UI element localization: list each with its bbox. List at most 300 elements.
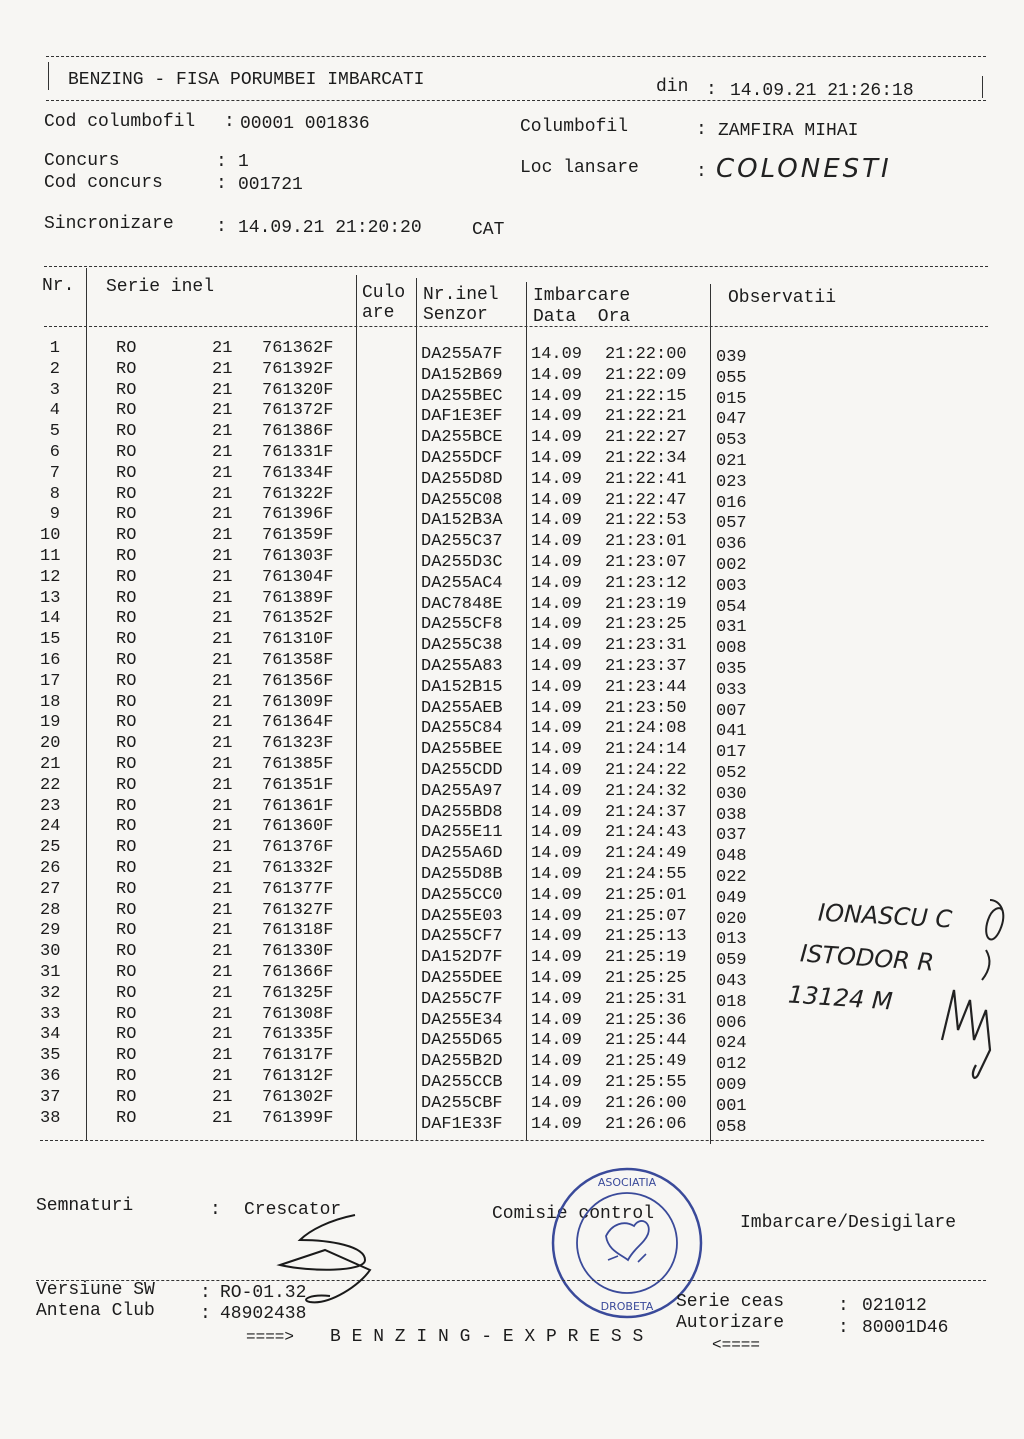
cell-obs: 053 [716, 431, 747, 451]
cell-data: 14.09 [531, 573, 583, 593]
cell-data: 14.09 [531, 781, 583, 801]
cell-nr: 30 [40, 942, 61, 962]
cell-data: 14.09 [531, 386, 583, 406]
cell-data: 14.09 [531, 657, 583, 676]
cell-tara: RO [116, 859, 137, 878]
loc-lansare-colon: : [696, 162, 707, 182]
cod-columbofil-value: 00001 001836 [240, 114, 370, 134]
cell-ora: 21:23:25 [605, 615, 687, 635]
cell-ora: 21:25:31 [605, 989, 687, 1009]
cell-nr: 21 [40, 755, 61, 774]
cell-nr: 16 [40, 651, 61, 670]
cell-obs: 023 [716, 472, 747, 492]
cell-data: 14.09 [531, 823, 583, 843]
cell-inel: 761351F [262, 775, 334, 795]
cell-tara: RO [116, 963, 137, 982]
cell-senzor: DAC7848E [421, 594, 503, 614]
cell-inel: 761356F [262, 671, 334, 691]
cell-tara: RO [116, 838, 137, 858]
cell-senzor: DA255D8B [421, 865, 503, 884]
cell-tara: RO [116, 380, 137, 400]
cell-obs: 048 [716, 847, 747, 867]
cell-ora: 21:22:00 [605, 345, 687, 364]
cell-senzor: DA255AC4 [421, 573, 503, 593]
cell-senzor: DA255C08 [421, 490, 503, 510]
din-value: 14.09.21 21:26:18 [730, 81, 914, 101]
concurs-value: 1 [238, 152, 249, 172]
cell-senzor: DA255BEC [421, 386, 503, 406]
cell-inel: 761399F [262, 1108, 334, 1128]
cell-tara: RO [116, 422, 137, 442]
cell-nr: 38 [40, 1108, 61, 1128]
cell-tara: RO [116, 609, 137, 629]
cell-obs: 039 [716, 348, 747, 367]
cell-obs: 013 [716, 930, 747, 950]
sincronizare-colon: : [216, 217, 227, 237]
cell-data: 14.09 [531, 677, 583, 697]
cell-an: 21 [212, 817, 233, 837]
cell-ora: 21:25:44 [605, 1031, 687, 1051]
cell-ora: 21:26:06 [605, 1114, 687, 1134]
semnaturi-colon: : [210, 1200, 221, 1220]
cell-an: 21 [212, 983, 233, 1003]
cell-data: 14.09 [531, 490, 583, 510]
antena-colon: : [200, 1304, 211, 1324]
cell-tara: RO [116, 713, 137, 733]
crescator-label: Crescator [244, 1200, 342, 1220]
versiune-label: Versiune SW [36, 1280, 155, 1300]
cell-obs: 057 [716, 514, 747, 534]
cell-ora: 21:24:14 [605, 740, 687, 760]
cell-inel: 761372F [262, 401, 334, 421]
cell-tara: RO [116, 567, 137, 587]
cell-an: 21 [212, 422, 233, 442]
cell-an: 21 [212, 443, 233, 462]
cell-an: 21 [212, 484, 233, 504]
serie-ceas-value: 021012 [862, 1296, 927, 1316]
cell-obs: 016 [716, 493, 747, 513]
cell-obs: 052 [716, 764, 747, 783]
cell-tara: RO [116, 588, 137, 608]
cell-tara: RO [116, 651, 137, 670]
cell-obs: 008 [716, 639, 747, 659]
cell-obs: 035 [716, 660, 747, 679]
cell-an: 21 [212, 505, 233, 525]
cell-senzor: DA152B15 [421, 677, 503, 697]
cell-senzor: DA255CCB [421, 1073, 503, 1092]
cell-nr: 32 [40, 983, 61, 1003]
cell-an: 21 [212, 1025, 233, 1045]
cell-data: 14.09 [531, 885, 583, 905]
table-top-rule [44, 266, 988, 267]
cell-inel: 761322F [262, 484, 334, 504]
col-sep-nr [86, 268, 87, 1140]
cell-senzor: DA152D7F [421, 948, 503, 968]
columbofil-colon: : [696, 120, 707, 140]
cell-an: 21 [212, 380, 233, 400]
footer-rule [36, 1280, 986, 1281]
col-header-culoare-1: Culo [362, 283, 406, 303]
cell-an: 21 [212, 567, 233, 587]
cell-an: 21 [212, 651, 233, 670]
cell-senzor: DA255CC0 [421, 885, 503, 905]
cell-an: 21 [212, 671, 233, 691]
cell-tara: RO [116, 1046, 137, 1066]
cod-concurs-label: Cod concurs [44, 173, 163, 193]
cell-an: 21 [212, 339, 233, 358]
serie-ceas-colon: : [838, 1296, 849, 1316]
header-right-bar [982, 76, 983, 98]
cell-tara: RO [116, 817, 137, 837]
cell-tara: RO [116, 526, 137, 546]
col-header-imbarcare-1: Imbarcare [533, 286, 631, 306]
cell-an: 21 [212, 1067, 233, 1086]
col-header-nrinel-2: Senzor [423, 305, 488, 325]
cell-data: 14.09 [531, 1073, 583, 1092]
cell-an: 21 [212, 588, 233, 608]
cell-tara: RO [116, 671, 137, 691]
cell-inel: 761308F [262, 1004, 334, 1024]
cell-ora: 21:25:01 [605, 885, 687, 905]
cell-nr: 25 [40, 838, 61, 858]
cell-ora: 21:23:19 [605, 594, 687, 614]
banner-left-arrow: ====> [246, 1328, 295, 1346]
cell-ora: 21:24:43 [605, 823, 687, 843]
cell-an: 21 [212, 401, 233, 421]
cell-ora: 21:22:47 [605, 490, 687, 510]
cell-ora: 21:22:53 [605, 511, 687, 531]
cell-nr: 22 [40, 775, 61, 795]
cell-obs: 017 [716, 743, 747, 763]
cell-an: 21 [212, 463, 233, 483]
cell-obs: 038 [716, 805, 747, 825]
cell-tara: RO [116, 755, 137, 774]
cell-data: 14.09 [531, 1052, 583, 1072]
cell-senzor: DA255CBF [421, 1093, 503, 1113]
cell-obs: 024 [716, 1034, 747, 1054]
concurs-colon: : [216, 152, 227, 172]
cell-senzor: DA255CF7 [421, 927, 503, 947]
cell-data: 14.09 [531, 1114, 583, 1134]
cell-nr: 23 [40, 796, 61, 816]
cell-inel: 761310F [262, 630, 334, 650]
cell-tara: RO [116, 339, 137, 358]
cell-nr: 8 [49, 484, 60, 504]
cell-ora: 21:25:55 [605, 1073, 687, 1092]
cell-tara: RO [116, 443, 137, 462]
cell-obs: 047 [716, 410, 747, 430]
cell-senzor: DA255B2D [421, 1052, 503, 1072]
cell-an: 21 [212, 609, 233, 629]
cell-obs: 049 [716, 888, 747, 908]
cell-an: 21 [212, 1108, 233, 1128]
cell-nr: 9 [49, 505, 60, 525]
svg-text:DROBETA: DROBETA [600, 1300, 654, 1313]
cell-data: 14.09 [531, 345, 583, 364]
col-sep-serie [356, 275, 357, 1140]
versiune-colon: : [200, 1283, 211, 1303]
concurs-label: Concurs [44, 151, 120, 171]
cell-inel: 761323F [262, 734, 334, 754]
cell-inel: 761332F [262, 859, 334, 878]
cell-obs: 041 [716, 722, 747, 742]
cell-tara: RO [116, 775, 137, 795]
cell-senzor: DAF1E33F [421, 1114, 503, 1134]
cell-obs: 036 [716, 535, 747, 555]
cell-nr: 19 [40, 713, 61, 733]
cell-inel: 761320F [262, 380, 334, 400]
cell-data: 14.09 [531, 1093, 583, 1113]
cell-inel: 761385F [262, 755, 334, 774]
cell-senzor: DA255D8D [421, 469, 503, 489]
cell-tara: RO [116, 463, 137, 483]
cell-inel: 761302F [262, 1087, 334, 1107]
cell-obs: 021 [716, 452, 747, 471]
cell-nr: 18 [40, 692, 61, 712]
comisie-label: Comisie control [492, 1204, 655, 1224]
autorizare-value: 80001D46 [862, 1318, 949, 1338]
cell-data: 14.09 [531, 428, 583, 448]
cell-nr: 29 [40, 921, 61, 941]
cell-senzor: DA255D3C [421, 553, 503, 572]
table-header-rule [44, 326, 988, 327]
serie-ceas-label: Serie ceas [676, 1292, 785, 1312]
cell-inel: 761309F [262, 692, 334, 712]
cell-ora: 21:22:41 [605, 469, 687, 489]
cell-data: 14.09 [531, 636, 583, 656]
cell-obs: 006 [716, 1013, 747, 1033]
cell-obs: 022 [716, 868, 747, 887]
cell-data: 14.09 [531, 989, 583, 1009]
cell-tara: RO [116, 879, 137, 899]
antena-value: 48902438 [220, 1304, 307, 1324]
cell-nr: 24 [40, 817, 61, 837]
cell-ora: 21:24:32 [605, 781, 687, 801]
cell-ora: 21:24:37 [605, 802, 687, 822]
cell-an: 21 [212, 942, 233, 962]
col-sep-ora [710, 284, 711, 1144]
cell-obs: 043 [716, 972, 747, 991]
cell-an: 21 [212, 1046, 233, 1066]
cell-senzor: DA255A7F [421, 345, 503, 364]
versiune-value: RO-01.32 [220, 1283, 307, 1303]
cell-ora: 21:24:49 [605, 844, 687, 864]
cell-senzor: DA255BEE [421, 740, 503, 760]
cell-inel: 761352F [262, 609, 334, 629]
cell-an: 21 [212, 692, 233, 712]
cell-obs: 033 [716, 680, 747, 700]
cell-inel: 761331F [262, 443, 334, 462]
cell-senzor: DA255C7F [421, 989, 503, 1009]
cell-obs: 009 [716, 1076, 747, 1095]
cell-an: 21 [212, 900, 233, 920]
cell-ora: 21:24:55 [605, 865, 687, 884]
cell-inel: 761386F [262, 422, 334, 442]
cell-senzor: DA255E34 [421, 1010, 503, 1030]
cell-obs: 030 [716, 784, 747, 804]
cell-nr: 15 [40, 630, 61, 650]
handwritten-signature-right [930, 890, 1020, 1090]
cell-obs: 054 [716, 597, 747, 617]
col-header-nrinel-1: Nr.inel [423, 285, 499, 305]
cell-ora: 21:25:49 [605, 1052, 687, 1072]
cell-obs: 003 [716, 576, 747, 596]
loc-lansare-value: COLONESTI [716, 154, 892, 184]
table-bottom-rule [40, 1140, 984, 1141]
columbofil-value: ZAMFIRA MIHAI [718, 121, 859, 141]
cell-obs: 018 [716, 992, 747, 1012]
cell-tara: RO [116, 1067, 137, 1086]
cell-tara: RO [116, 630, 137, 650]
cell-inel: 761327F [262, 900, 334, 920]
cell-ora: 21:23:37 [605, 657, 687, 676]
cell-data: 14.09 [531, 532, 583, 552]
cell-senzor: DA255A83 [421, 657, 503, 676]
cell-data: 14.09 [531, 698, 583, 718]
cell-ora: 21:23:31 [605, 636, 687, 656]
cell-data: 14.09 [531, 865, 583, 884]
handwritten-note-3: 13124 M [787, 980, 894, 1016]
svg-text:ASOCIATIA: ASOCIATIA [597, 1176, 657, 1189]
cell-ora: 21:25:19 [605, 948, 687, 968]
cell-nr: 26 [40, 859, 61, 878]
cell-nr: 35 [40, 1046, 61, 1066]
cell-tara: RO [116, 1004, 137, 1024]
cell-data: 14.09 [531, 969, 583, 988]
cell-nr: 4 [49, 401, 60, 421]
cell-nr: 12 [40, 567, 61, 587]
col-header-imbarcare-2: Data Ora [533, 307, 631, 327]
document-title: BENZING - FISA PORUMBEI IMBARCATI [68, 70, 425, 90]
cell-tara: RO [116, 692, 137, 712]
antena-label: Antena Club [36, 1301, 155, 1321]
cell-senzor: DA255BD8 [421, 802, 503, 822]
cell-inel: 761359F [262, 526, 334, 546]
cod-columbofil-colon: : [224, 112, 235, 132]
cell-senzor: DA255CF8 [421, 615, 503, 635]
sincronizare-label: Sincronizare [44, 214, 174, 234]
cell-an: 21 [212, 921, 233, 941]
col-header-nr: Nr. [42, 276, 75, 296]
cell-nr: 28 [40, 900, 61, 920]
din-colon: : [706, 80, 717, 100]
cell-inel: 761396F [262, 505, 334, 525]
cell-ora: 21:22:27 [605, 428, 687, 448]
cell-an: 21 [212, 879, 233, 899]
handwritten-note-2: ISTODOR R [799, 939, 936, 977]
banner-right-arrow: <==== [712, 1336, 761, 1354]
cell-an: 21 [212, 713, 233, 733]
columbofil-label: Columbofil [520, 117, 629, 137]
cell-an: 21 [212, 734, 233, 754]
cell-ora: 21:23:01 [605, 532, 687, 552]
cell-tara: RO [116, 921, 137, 941]
cell-data: 14.09 [531, 844, 583, 864]
cell-ora: 21:24:22 [605, 761, 687, 780]
cell-tara: RO [116, 734, 137, 754]
col-header-serie: Serie inel [106, 277, 215, 297]
cell-tara: RO [116, 796, 137, 816]
cell-inel: 761377F [262, 879, 334, 899]
cell-an: 21 [212, 838, 233, 858]
cell-ora: 21:23:12 [605, 573, 687, 593]
cell-ora: 21:25:13 [605, 927, 687, 947]
cell-senzor: DA255AEB [421, 698, 503, 718]
cell-data: 14.09 [531, 449, 583, 468]
cell-nr: 5 [49, 422, 60, 442]
cell-obs: 020 [716, 909, 747, 929]
cell-senzor: DA255A97 [421, 781, 503, 801]
cell-inel: 761317F [262, 1046, 334, 1066]
cell-nr: 11 [40, 547, 61, 566]
cell-nr: 6 [49, 443, 60, 462]
col-header-culoare-2: are [362, 303, 395, 323]
cell-inel: 761360F [262, 817, 334, 837]
cell-nr: 20 [40, 734, 61, 754]
col-sep-senzor [526, 282, 527, 1140]
cell-data: 14.09 [531, 761, 583, 780]
cell-senzor: DAF1E3EF [421, 407, 503, 427]
autorizare-colon: : [838, 1318, 849, 1338]
cell-senzor: DA255DEE [421, 969, 503, 988]
cell-obs: 001 [716, 1096, 747, 1116]
cell-data: 14.09 [531, 469, 583, 489]
cell-inel: 761361F [262, 796, 334, 816]
cell-nr: 33 [40, 1004, 61, 1024]
cell-senzor: DA255A6D [421, 844, 503, 864]
cell-senzor: DA152B3A [421, 511, 503, 531]
cell-obs: 015 [716, 389, 747, 409]
cell-inel: 761304F [262, 567, 334, 587]
cell-data: 14.09 [531, 948, 583, 968]
cell-nr: 13 [40, 588, 61, 608]
header-left-bar [48, 62, 49, 90]
cell-data: 14.09 [531, 1010, 583, 1030]
cell-nr: 1 [49, 339, 60, 358]
cell-senzor: DA255DCF [421, 449, 503, 468]
cell-nr: 7 [49, 463, 60, 483]
banner-text: B E N Z I N G - E X P R E S S [330, 1327, 644, 1347]
cell-inel: 761325F [262, 983, 334, 1003]
sincronizare-zone: CAT [472, 220, 505, 240]
cell-ora: 21:22:09 [605, 365, 687, 385]
cell-tara: RO [116, 900, 137, 920]
cell-nr: 17 [40, 671, 61, 691]
cell-senzor: DA255BCE [421, 428, 503, 448]
cell-ora: 21:22:15 [605, 386, 687, 406]
cell-nr: 36 [40, 1067, 61, 1086]
cell-ora: 21:26:00 [605, 1093, 687, 1113]
cell-senzor: DA152B69 [421, 365, 503, 385]
cell-inel: 761303F [262, 547, 334, 566]
cod-concurs-value: 001721 [238, 175, 303, 195]
cell-nr: 31 [40, 963, 61, 982]
cell-tara: RO [116, 401, 137, 421]
cell-inel: 761364F [262, 713, 334, 733]
header-top-rule [46, 56, 986, 57]
cell-data: 14.09 [531, 906, 583, 926]
cell-inel: 761362F [262, 339, 334, 358]
sincronizare-value: 14.09.21 21:20:20 [238, 218, 422, 238]
cell-an: 21 [212, 1004, 233, 1024]
loc-lansare-label: Loc lansare [520, 158, 639, 178]
cell-inel: 761330F [262, 942, 334, 962]
cell-inel: 761334F [262, 463, 334, 483]
col-sep-culoare [416, 278, 417, 1140]
header-bottom-rule [46, 100, 986, 101]
cell-obs: 002 [716, 556, 747, 575]
cell-tara: RO [116, 942, 137, 962]
